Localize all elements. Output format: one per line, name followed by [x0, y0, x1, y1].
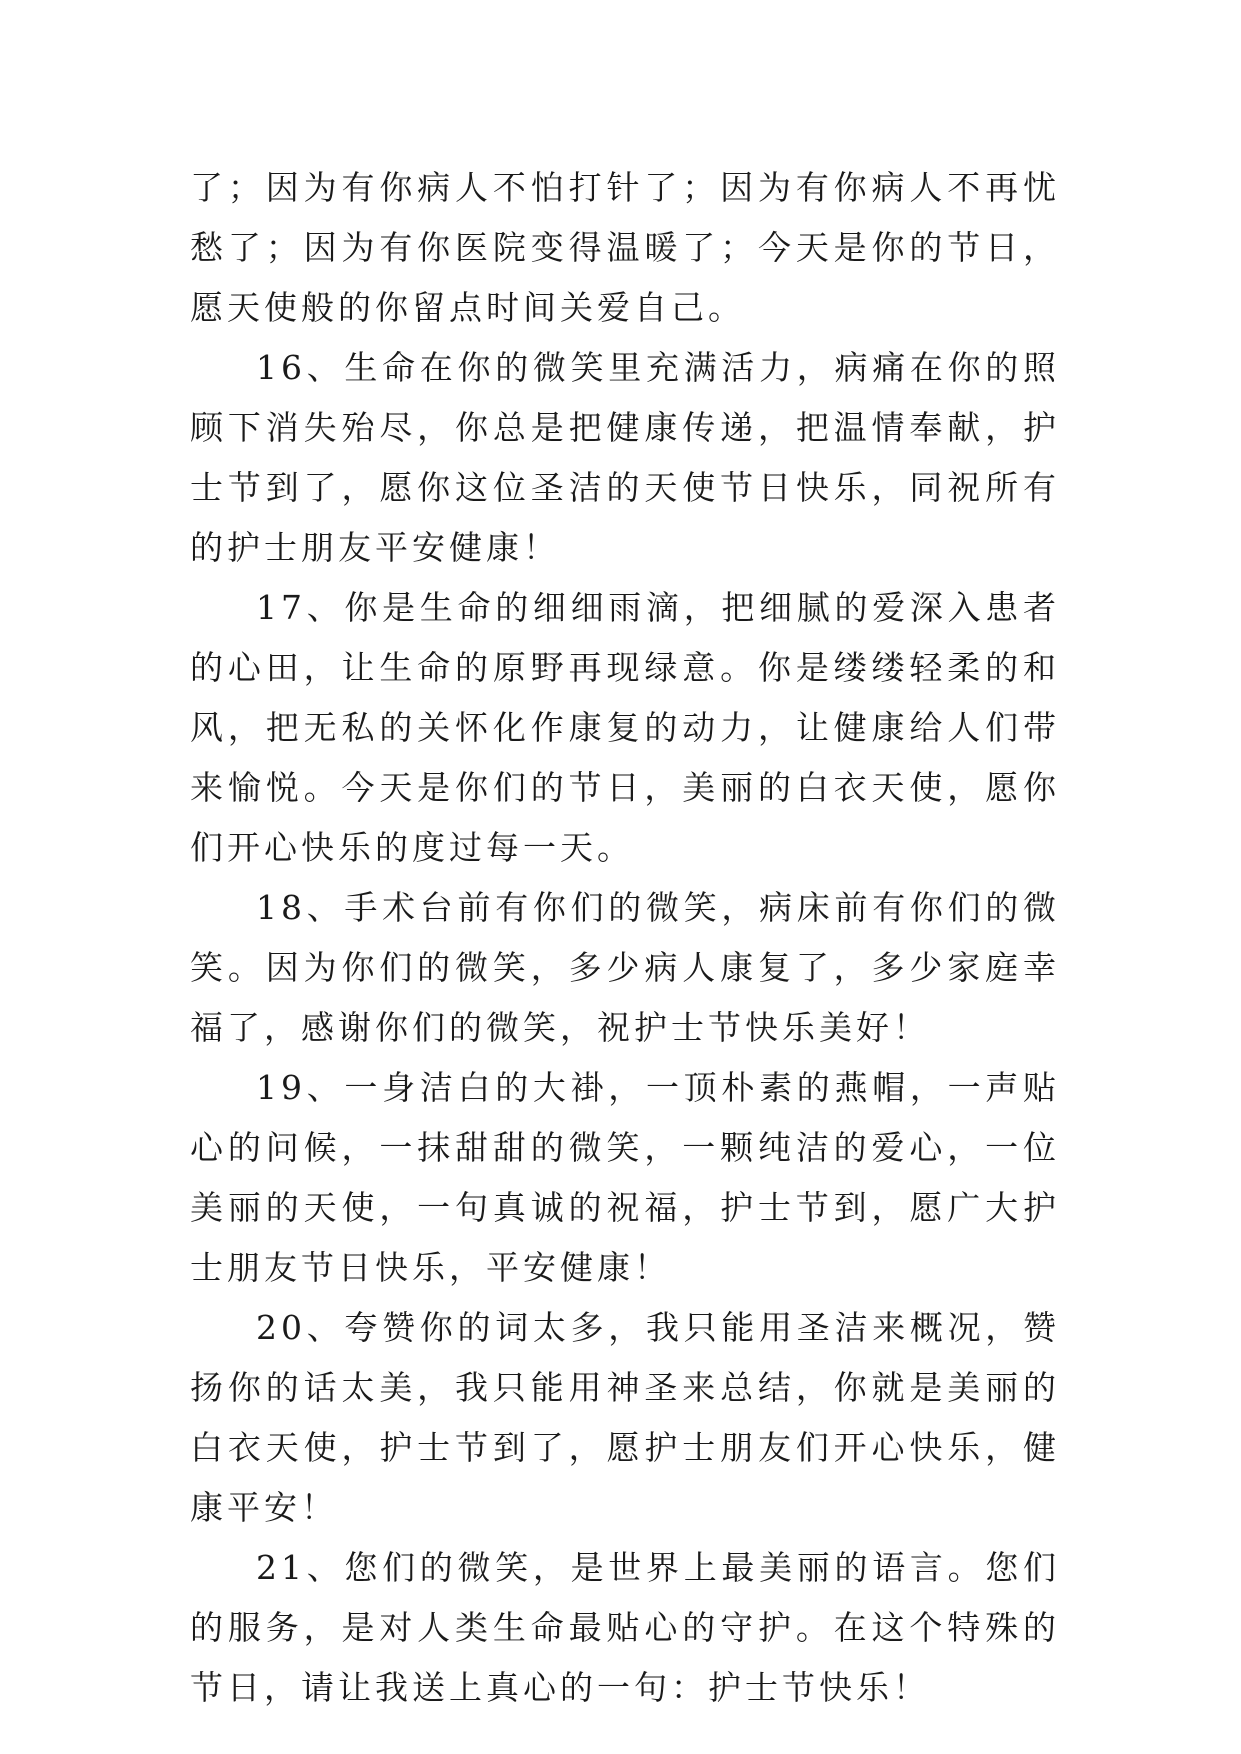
paragraph-21: 21、您们的微笑，是世界上最美丽的语言。您们的服务，是对人类生命最贴心的守护。在这个特殊的节日，请让我送上真心的一句：护士节快乐！ [190, 1548, 1060, 1707]
paragraph-continuation: 了；因为有你病人不怕打针了；因为有你病人不再忧愁了；因为有你医院变得温暖了；今天是你的节日，愿天使般的你留点时间关爱自己。 [190, 168, 1060, 327]
paragraph-17: 17、你是生命的细细雨滴，把细腻的爱深入患者的心田，让生命的原野再现绿意。你是缕缕轻柔的和风，把无私的关怀化作康复的动力，让健康给人们带来愉悦。今天是你们的节日，美丽的白衣天使，愿你们开心快乐的度过每一天。 [190, 588, 1060, 867]
paragraph-19: 19、一身洁白的大褂，一顶朴素的燕帽，一声贴心的问候，一抹甜甜的微笑，一颗纯洁的爱心，一位美丽的天使，一句真诚的祝福，护士节到，愿广大护士朋友节日快乐，平安健康！ [190, 1068, 1060, 1287]
paragraph-18: 18、手术台前有你们的微笑，病床前有你们的微笑。因为你们的微笑，多少病人康复了，多少家庭幸福了，感谢你们的微笑，祝护士节快乐美好！ [190, 888, 1060, 1047]
paragraph-20: 20、夸赞你的词太多，我只能用圣洁来概况，赞扬你的话太美，我只能用神圣来总结，你就是美丽的白衣天使，护士节到了，愿护士朋友们开心快乐，健康平安！ [190, 1308, 1060, 1527]
paragraph-16: 16、生命在你的微笑里充满活力，病痛在你的照顾下消失殆尽，你总是把健康传递，把温情奉献，护士节到了，愿你这位圣洁的天使节日快乐，同祝所有的护士朋友平安健康！ [190, 348, 1060, 567]
document-body [190, 158, 1060, 1718]
